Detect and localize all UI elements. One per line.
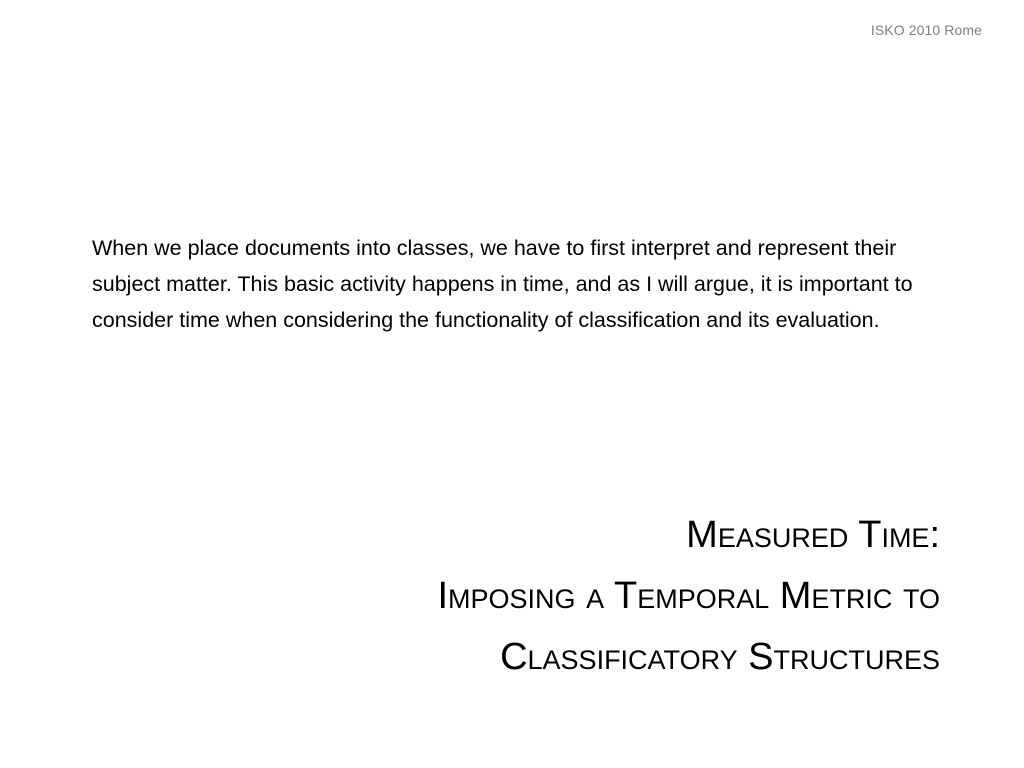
title-line-3: Classificatory Structures (500, 636, 940, 678)
title-line-2: Imposing a Temporal Metric to (437, 575, 940, 617)
abstract-text-box (92, 230, 952, 338)
slide-title (140, 505, 940, 688)
title-line-1: Measured Time: (686, 514, 940, 556)
conference-note: ISKO 2010 Rome (870, 22, 982, 38)
abstract-paragraph: When we place documents into classes, we have to first interpret and represent their subject matter. This basic activity happens in time, and as I will argue, it is important to consider time when considering the functionality of classification and its evaluation. (92, 236, 913, 332)
